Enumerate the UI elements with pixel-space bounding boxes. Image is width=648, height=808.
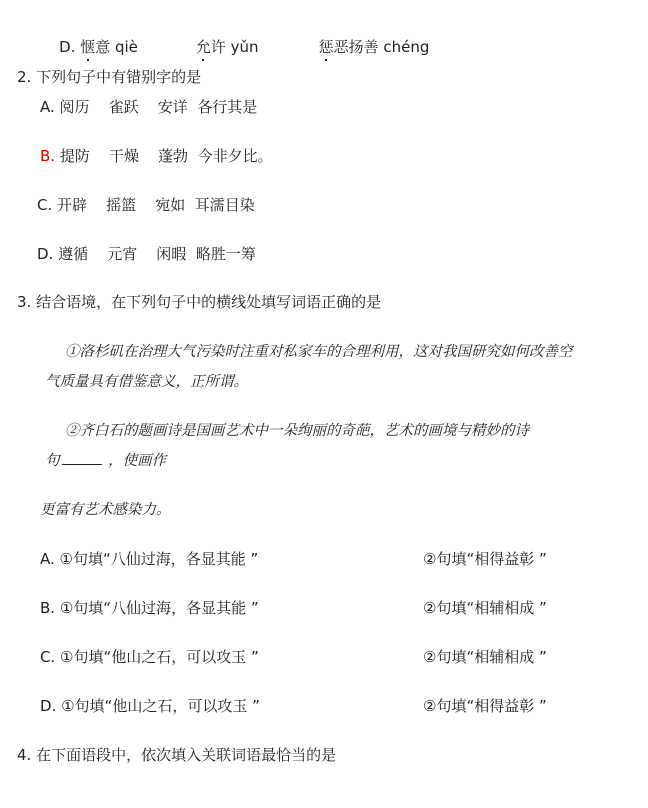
question-text: 下列句子中有错别字的是	[36, 68, 202, 86]
option-label: A.	[40, 98, 55, 116]
word: 今非夕比。	[197, 147, 273, 165]
q3-option-c	[40, 648, 640, 666]
sentence-1-line-1: ①洛杉矶在治理大气污染时注重对私家车的合理利用，这对我国研究如何改善空	[65, 344, 573, 360]
text: 句	[45, 453, 60, 469]
word: 耳濡目染	[194, 196, 255, 214]
question-number: 4.	[17, 746, 32, 764]
option-label: B.	[40, 599, 56, 617]
option-text: ①句填“八仙过海，各显其能 ”	[59, 550, 259, 568]
dotted-char: 允	[195, 38, 211, 56]
q2-option-c	[37, 196, 255, 214]
q3-option-b	[40, 599, 640, 617]
word: 略胜一筹	[195, 245, 256, 263]
q4-stem	[17, 746, 336, 764]
option-text: 意 qiè	[95, 38, 138, 56]
option-label: D.	[37, 245, 54, 263]
option-text: 恶扬善 chéng	[333, 38, 430, 56]
q3-stem	[17, 293, 381, 311]
option-text: ②句填“相得益彰 ”	[423, 697, 547, 715]
option-text: ①句填“他山之石，可以攻玉 ”	[60, 648, 259, 666]
dotted-char: 惩	[318, 38, 334, 56]
q2-option-d	[37, 245, 256, 263]
q2-option-b	[40, 147, 273, 165]
word: 安详	[157, 98, 188, 116]
q1-option-d	[40, 20, 429, 74]
question-text: 结合语境，在下列句子中的横线处填写词语正确的是	[36, 293, 382, 311]
question-number: 3.	[17, 293, 32, 311]
q3-option-d	[40, 697, 640, 715]
option-label-highlighted: B.	[40, 147, 56, 165]
option-text: ②句填“相得益彰 ”	[423, 550, 547, 568]
word: 雀跃	[108, 98, 139, 116]
option-text: ①句填“八仙过海，各显其能 ”	[59, 599, 259, 617]
word: 提防	[59, 147, 90, 165]
word: 宛如	[155, 196, 186, 214]
option-text: 许 yǔn	[210, 38, 259, 56]
option-text: ②句填“相辅相成 ”	[423, 599, 547, 617]
word: 元宵	[107, 245, 138, 263]
q3-option-a	[40, 550, 640, 568]
option-label: D.	[59, 38, 76, 56]
word: 各行其是	[197, 98, 258, 116]
option-label: A.	[40, 550, 55, 568]
option-label: C.	[37, 196, 53, 214]
sentence-2-line-3: 更富有艺术感染力。	[40, 502, 171, 518]
option-label: D.	[40, 697, 57, 715]
word: 蓬勃	[158, 147, 189, 165]
sentence-2-line-2	[45, 452, 166, 470]
word: 干燥	[108, 147, 139, 165]
sentence-2-line-1: ②齐白石的题画诗是国画艺术中一朵绚丽的奇葩，艺术的画境与精妙的诗	[65, 423, 529, 439]
word: 开辟	[57, 196, 88, 214]
question-number: 2.	[17, 68, 32, 86]
option-text: ①句填“他山之石，可以攻玉 ”	[61, 697, 260, 715]
option-label: C.	[40, 648, 56, 666]
fill-blank	[62, 452, 102, 465]
question-text: 在下面语段中，依次填入关联词语最恰当的是	[36, 746, 337, 764]
word: 闲暇	[156, 245, 187, 263]
option-text: ②句填“相辅相成 ”	[423, 648, 547, 666]
q2-stem	[17, 68, 201, 86]
q2-option-a	[40, 98, 257, 116]
word: 遵循	[58, 245, 89, 263]
word: 阅历	[59, 98, 90, 116]
word: 摇篮	[106, 196, 137, 214]
dotted-char: 惬	[80, 38, 96, 56]
text: ，使画作	[108, 453, 167, 469]
sentence-1-line-2: 气质量具有借鉴意义，正所谓。	[45, 374, 248, 390]
